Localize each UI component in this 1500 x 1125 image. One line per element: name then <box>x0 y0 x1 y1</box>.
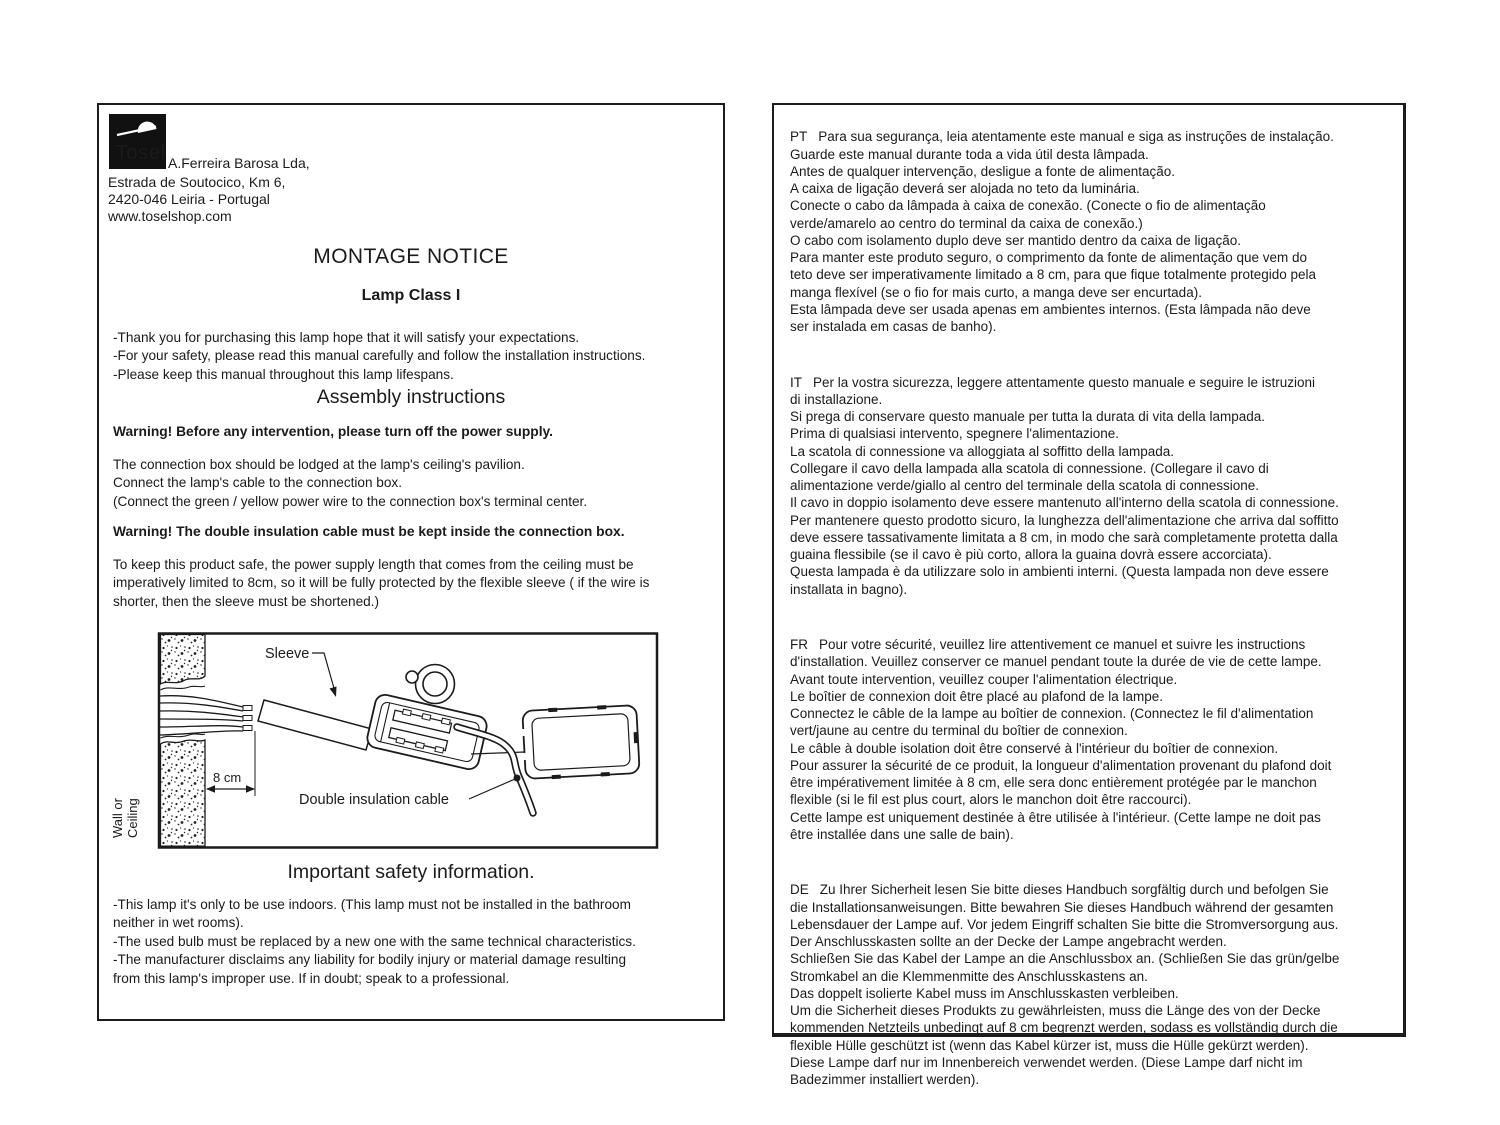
document-title: MONTAGE NOTICE <box>313 245 509 268</box>
warning-insulation-cable: Warning! The double insulation cable must be kept inside the connection box. <box>113 524 625 539</box>
translation-section-pt <box>790 111 1388 335</box>
translation-text-pt: Para sua segurança, leia atentamente este manual e siga as instruções de instalação. Guarde este manual durante toda a vida útil desta lâmpada. Antes de qualquer intervenção, desligue a fonte de alimentação. A caixa de ligação deverá ser alojada no teto da luminária. Conecte o cabo da lâmpada à caixa de conexão. (Conecte o fio de alimentação verde/amarelo ao centro do terminal da caixa de conexão.) O cabo com isolamento duplo deve ser mantido dentro da caixa de ligação. Para manter este produto seguro, o comprimento da fonte de alimentação que vem do teto deve ser imperativamente limitado a 8 cm, para que fique totalmente protegido pela manga flexível (se o fio for mais curto, a manga deve ser encurtada). Esta lâmpada deve ser usada apenas em ambientes internos. (Esta lâmpada não deve ser instalada em casas de banho). <box>790 129 1334 334</box>
installation-diagram <box>109 632 659 849</box>
right-panel-translations <box>772 103 1406 1087</box>
svg-text:Ceiling: Ceiling <box>125 798 140 838</box>
language-code-de: DE <box>790 882 809 898</box>
company-address: Estrada de Soutocico, Km 6, 2420-046 Leiria - Portugal www.toselshop.com <box>108 174 286 224</box>
warning-power-supply: Warning! Before any intervention, please turn off the power supply. <box>113 424 554 439</box>
cover-box <box>520 704 640 781</box>
translation-text-de: Zu Ihrer Sicherheit lesen Sie bitte dieses Handbuch sorgfältig durch und befolgen Sie die Installationsanweisungen. Bitte bewahren Sie dieses Handbuch während der gesamten Lebensdauer der Lampe auf. Vor jedem Eingriff schalten Sie bitte die Stromversorgung aus. Der Anschlusskasten sollte an der Decke der Lampe angebracht werden. Schließen Sie das Kabel der Lampe an die Anschlussbox an. (Schließen Sie das grün/gelbe Stromkabel an die Klemmenmitte des Anschlusskastens an. Das doppelt isolierte Kabel muss im Anschlusskasten verbleiben. Um die Sicherheit dieses Produkts zu gewährleisten, muss die Länge des von der Decke kommenden Netzteils unbedingt auf 8 cm begrenzt werden, sodass es vollständig durch die flexible Hülle geschützt ist (wenn das Kabel kürzer ist, muss die Hülle gekürzt werden). Diese Lampe darf nur im Innenbereich verwendet werden. (Diese Lampe darf nicht im Badezimmer installiert werden). <box>790 882 1340 1087</box>
dimension-label: 8 cm <box>213 770 242 785</box>
sleeve-label: Sleeve <box>265 646 310 662</box>
translation-text-it: Per la vostra sicurezza, leggere attentamente questo manuale e seguire le istruzioni di installazione. Si prega di conservare questo manuale per tutta la durata di vita della lampada. Prima di qualsiasi intervento, spegnere l'alimentazione. La scatola di connessione va alloggiata al soffitto della lampada. Collegare il cavo della lampada alla scatola di connessione. (Collegare il cavo di alimentazione verde/giallo al centro del terminale della scatola di connessione. Il cavo in doppio isolamento deve essere mantenuto all'interno della scatola di connessione. Per mantenere questo prodotto sicuro, la lunghezza dell'alimentazione che arriva dal soffitto deve essere tassativamente limitata a 8 cm, in modo che sarà completamente protetta dalla guaina flessibile (se il cavo è più corto, allora la guaina dovrà essere accorciata). Questa lampada è da utilizzare solo in ambienti interni. (Questa lampada non deve essere installata in bagno). <box>790 374 1339 597</box>
assembly-heading: Assembly instructions <box>316 386 506 408</box>
safety-heading: Important safety information. <box>287 861 535 883</box>
language-code-pt: PT <box>790 129 808 145</box>
translation-text-fr: Pour votre sécurité, veuillez lire attentivement ce manuel et suivre les instructions d'installation. Veuillez conserver ce manuel pendant toute la durée de vie de cette lampe. Avant toute intervention, veuillez couper l'alimentation électrique. Le boîtier de connexion doit être placé au plafond de la lampe. Connectez le câble de la lampe au boîtier de connexion. (Connectez le fil d'alimentation vert/jaune au centre du terminal du boîtier de connexion. Le câble à double isolation doit être conservé à l'intérieur du boîtier de connexion. Pour assurer la sécurité de ce produit, la longueur d'alimentation provenant du plafond doit être impérativement limitée à 8 cm, elle sera donc entièrement protégée par le manchon flexible (si le fil est plus court, alors le manchon doit être raccourci). Cette lampe est uniquement destinée à être utilisée à l'intérieur. (Cette lampe ne doit pas être installée dans une salle de bain). <box>790 637 1332 842</box>
left-panel <box>97 103 725 1021</box>
safety-paragraph: -This lamp it's only to be use indoors. (This lamp must not be installed in the bathroom neither in wet rooms). -The used bulb must be replaced by a new one with the same technical characteristics. -The manufacturer disclaims any liability for bodily injury or material damage resulting from this lamp's improper use. If in doubt; speak to a professional. <box>113 897 636 986</box>
language-code-it: IT <box>790 374 802 390</box>
logo-brand-text: Tosel <box>115 141 166 164</box>
intro-paragraph: -Thank you for purchasing this lamp hope that it will satisfy your expectations. -For your safety, please read this manual carefully and follow the installation instructions. -Please keep this manual throughout this lamp lifespans. <box>113 330 646 382</box>
wire-tips <box>243 706 252 731</box>
connection-paragraph: The connection box should be lodged at the lamp's ceiling's pavilion. Connect the lamp's cable to the connection box. (Connect the green / yellow power wire to the connection box's terminal center. <box>113 457 588 509</box>
svg-text:Wall or: Wall or <box>110 798 125 838</box>
sleeve-paragraph: To keep this product safe, the power supply length that comes from the ceiling must be imperatively limited to 8cm, so it will be fully protected by the flexible sleeve ( if the wire is shorter, then the sleeve must be shortened.) <box>113 557 650 609</box>
language-code-fr: FR <box>790 637 808 652</box>
company-name: A.Ferreira Barosa Lda, <box>168 155 310 171</box>
translation-section-fr <box>790 619 1388 843</box>
tosel-logo <box>109 114 166 169</box>
cable-leader-dot <box>514 775 521 782</box>
document-subtitle: Lamp Class I <box>361 287 461 304</box>
wall-ceiling-label <box>110 797 140 838</box>
translation-section-de <box>790 864 1388 1088</box>
cable-label: Double insulation cable <box>299 792 449 808</box>
translation-section-it <box>790 356 1388 598</box>
